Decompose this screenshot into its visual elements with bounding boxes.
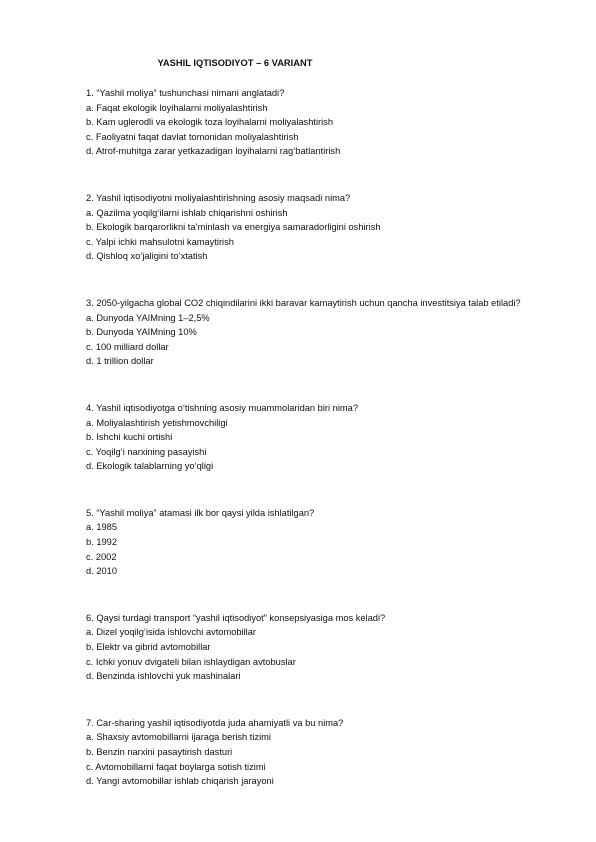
answer-option-b: b. Ishchi kuchi ortishi (86, 432, 173, 443)
answer-option-c: c. Ichki yonuv dvigateli bilan ishlaydigan avtobuslar (86, 656, 296, 667)
answer-option-c: c. Yoqilg‘i narxining pasayishi (86, 446, 207, 457)
question-5 (86, 506, 524, 579)
question-7 (86, 716, 524, 789)
answer-option-c: c. Avtomobillarni faqat boylarga sotish tizimi (86, 761, 266, 772)
question-text: 7. Car-sharing yashil iqtisodiyotda juda ahamiyatli va bu nima? (86, 717, 344, 728)
answer-option-d: d. Qishloq xo‘jaligini to‘xtatish (86, 251, 208, 262)
question-list (86, 86, 524, 821)
question-2 (86, 191, 524, 264)
question-text: 3. 2050-yilgacha global CO2 chiqindilarini ikki baravar kamaytirish uchun qancha investitsiya talab etiladi? (86, 297, 521, 308)
answer-option-b: b. Dunyoda YAIMning 10% (86, 327, 197, 338)
question-4 (86, 401, 524, 474)
answer-option-a: a. Dunyoda YAIMning 1–2,5% (86, 312, 210, 323)
answer-option-d: d. 2010 (86, 566, 118, 577)
answer-option-d: d. 1 trillion dollar (86, 356, 154, 367)
answer-option-a: a. Dizel yoqilg‘isida ishlovchi avtomobillar (86, 627, 256, 638)
answer-option-a: a. Moliyalashtirish yetishmovchiligi (86, 417, 228, 428)
answer-option-b: b. Benzin narxini pasaytirish dasturi (86, 747, 233, 757)
answer-option-c: c. Yalpi ichki mahsulotni kamaytirish (86, 236, 234, 247)
answer-option-a: a. Qazilma yoqilg‘ilarni ishlab chiqarishni oshirish (86, 207, 288, 218)
answer-option-d: d. Yangi avtomobillar ishlab chiqarish jarayoni (86, 776, 274, 787)
question-text: 6. Qaysi turdagi transport “yashil iqtisodiyot” konsepsiyasiga mos keladi? (86, 612, 386, 623)
answer-option-b: b. Kam uglerodli va ekologik toza loyihalarni moliyalashtirish (86, 117, 334, 128)
answer-option-a: a. Shaxsiy avtomobillarni ijaraga berish tizimi (86, 732, 271, 743)
answer-option-b: b. 1992 (86, 537, 118, 548)
answer-option-b: b. Elektr va gibrid avtomobillar (86, 642, 211, 653)
answer-option-d: d. Ekologik talablarning yo‘qligi (86, 461, 214, 472)
question-text: 1. “Yashil moliya” tushunchasi nimani anglatadi? (86, 88, 285, 98)
page-title: YASHIL IQTISODIYOT – 6 VARIANT (157, 58, 313, 68)
answer-option-d: d. Atrof-muhitga zarar yetkazadigan loyihalarni rag‘batlantirish (86, 146, 341, 157)
question-1 (86, 86, 524, 159)
question-text: 4. Yashil iqtisodiyotga o‘tishning asosiy muammolaridan biri nima? (86, 402, 358, 413)
answer-option-a: a. 1985 (86, 522, 118, 533)
question-text: 2. Yashil iqtisodiyotni moliyalashtirishning asosiy maqsadi nima? (86, 192, 351, 203)
answer-option-a: a. Faqat ekologik loyihalarni moliyalashtirish (86, 102, 268, 113)
answer-option-d: d. Benzinda ishlovchi yuk mashinalari (86, 671, 241, 682)
question-text: 5. “Yashil moliya” atamasi ilk bor qaysi yilda ishlatilgan? (86, 507, 315, 518)
question-3 (86, 296, 524, 369)
answer-option-c: c. Faoliyatni faqat davlat tomonidan moliyalashtirish (86, 131, 299, 142)
question-6 (86, 611, 524, 684)
answer-option-c: c. 100 milliard dollar (86, 341, 169, 352)
answer-option-b: b. Ekologik barqarorlikni ta’minlash va energiya samaradorligini oshirish (86, 222, 381, 233)
answer-option-c: c. 2002 (86, 551, 117, 562)
